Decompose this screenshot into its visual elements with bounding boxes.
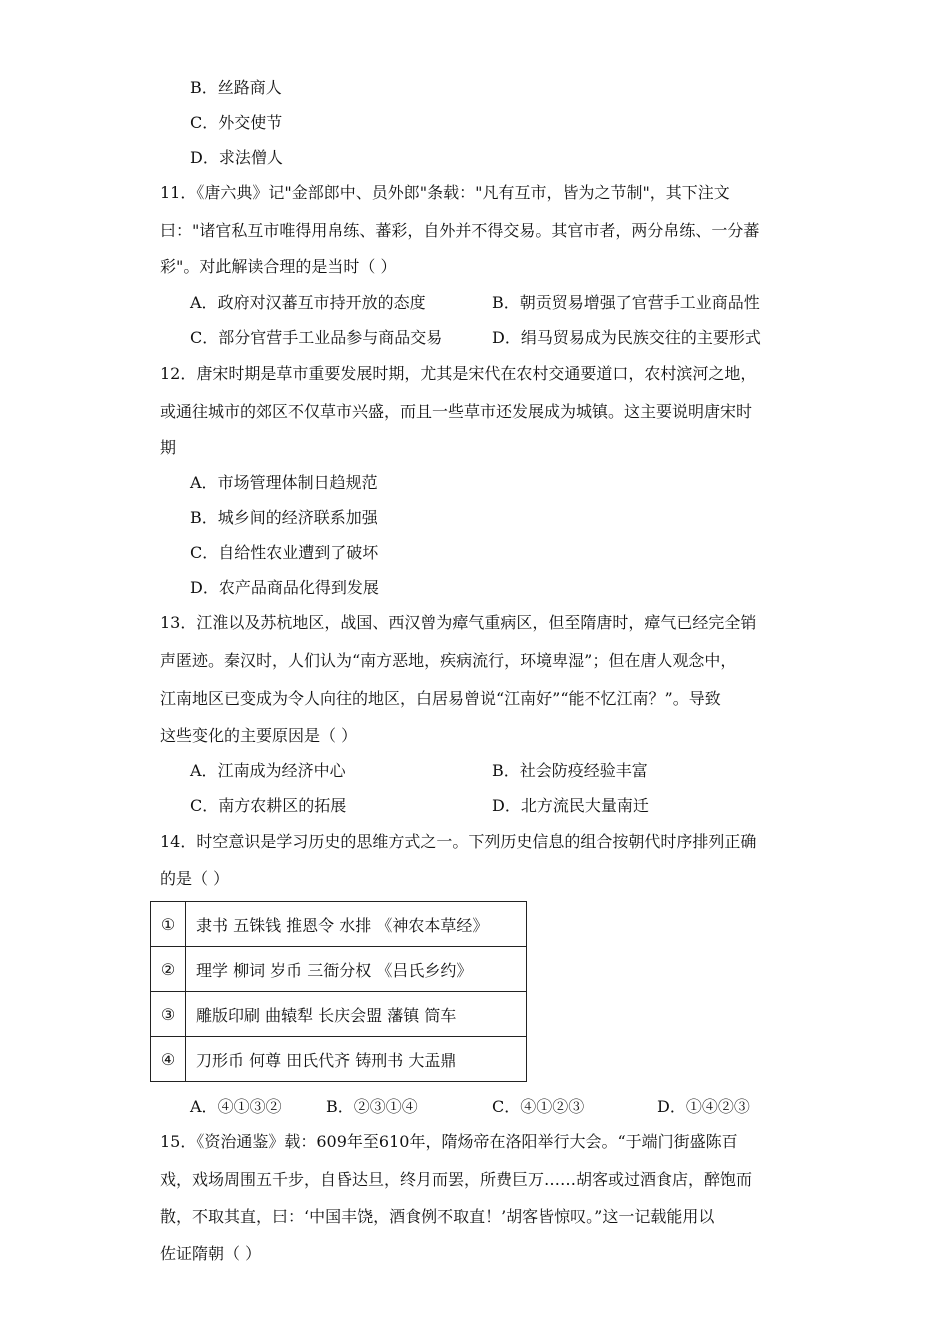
q11-stem-line: 曰："诸官私互市唯得用帛练、蕃彩，自外并不得交易。其官市者，两分帛练、一分蕃 (160, 221, 760, 240)
q15-stem-line: 15．《资治通鉴》载：609年至610年，隋炀帝在洛阳举行大会。“于端门街盛陈百 (160, 1132, 738, 1151)
q11-stem-line: 彩"。对此解读合理的是当时（ ） (160, 257, 397, 276)
q13-option-d: D．北方流民大量南迁 (492, 796, 649, 815)
q14-option-d: D．①④②③ (657, 1097, 750, 1116)
q13-stem-line: 13．江淮以及苏杭地区，战国、西汉曾为瘴气重病区，但至隋唐时，瘴气已经完全销 (160, 613, 757, 632)
q12-option-d: D．农产品商品化得到发展 (190, 578, 379, 597)
q11-stem-line: 11．《唐六典》记"金部郎中、员外郎"条载："凡有互市，皆为之节制"，其下注文 (160, 183, 730, 202)
q13-stem-line: 声匿迹。秦汉时，人们认为“南方恶地，疾病流行，环境卑湿”；但在唐人观念中， (160, 651, 737, 670)
q10-option-c: C．外交使节 (190, 113, 283, 132)
q10-option-b: B．丝路商人 (190, 78, 282, 97)
row-number: ② (151, 947, 186, 992)
row-number: ③ (151, 992, 186, 1037)
q12-option-b: B．城乡间的经济联系加强 (190, 508, 378, 527)
q15-stem-line: 散，不取其直，曰：‘中国丰饶，酒食例不取直！’胡客皆惊叹。”这一记载能用以 (160, 1207, 715, 1226)
q13-option-a: A．江南成为经济中心 (190, 761, 346, 780)
q15-stem-line: 佐证隋朝（ ） (160, 1244, 262, 1263)
q13-option-c: C．南方农耕区的拓展 (190, 796, 347, 815)
row-items: 理学 柳词 岁币 三衙分权 《吕氏乡约》 (186, 947, 527, 992)
q12-stem-line: 期 (160, 438, 177, 457)
q12-option-a: A．市场管理体制日趋规范 (190, 473, 378, 492)
q13-option-b: B．社会防疫经验丰富 (492, 761, 648, 780)
q11-option-c: C．部分官营手工业品参与商品交易 (190, 328, 443, 347)
q15-stem-line: 戏，戏场周围五千步，自昏达旦，终月而罢，所费巨万……胡客或过酒食店，醉饱而 (160, 1170, 753, 1189)
row-items: 刀形币 何尊 田氏代齐 铸刑书 大盂鼎 (186, 1037, 527, 1082)
q14-sequence-table (150, 901, 527, 1082)
q14-stem-line: 14．时空意识是学习历史的思维方式之一。下列历史信息的组合按朝代时序排列正确 (160, 832, 757, 851)
row-number: ① (151, 902, 186, 947)
table-row (151, 992, 527, 1037)
q14-option-b: B．②③①④ (326, 1097, 418, 1116)
q11-option-d: D．绢马贸易成为民族交往的主要形式 (492, 328, 761, 347)
q12-stem-line: 或通往城市的郊区不仅草市兴盛，而且一些草市还发展成为城镇。这主要说明唐宋时 (160, 402, 753, 421)
row-number: ④ (151, 1037, 186, 1082)
table-row (151, 902, 527, 947)
row-items: 雕版印刷 曲辕犁 长庆会盟 藩镇 筒车 (186, 992, 527, 1037)
q14-stem-line: 的是（ ） (160, 869, 230, 888)
q13-stem-line: 这些变化的主要原因是（ ） (160, 726, 358, 745)
q14-option-c: C．④①②③ (492, 1097, 585, 1116)
table-row (151, 1037, 527, 1082)
q11-option-b: B．朝贡贸易增强了官营手工业商品性 (492, 293, 760, 312)
row-items: 隶书 五铢钱 推恩令 水排 《神农本草经》 (186, 902, 527, 947)
q12-stem-line: 12．唐宋时期是草市重要发展时期，尤其是宋代在农村交通要道口，农村滨河之地， (160, 364, 757, 383)
q13-stem-line: 江南地区已变成为令人向往的地区，白居易曾说“江南好”“能不忆江南？”。导致 (160, 689, 721, 708)
q14-option-a: A．④①③② (190, 1097, 282, 1116)
q11-option-a: A．政府对汉蕃互市持开放的态度 (190, 293, 426, 312)
q12-option-c: C．自给性农业遭到了破坏 (190, 543, 379, 562)
table-row (151, 947, 527, 992)
q10-option-d: D．求法僧人 (190, 148, 283, 167)
